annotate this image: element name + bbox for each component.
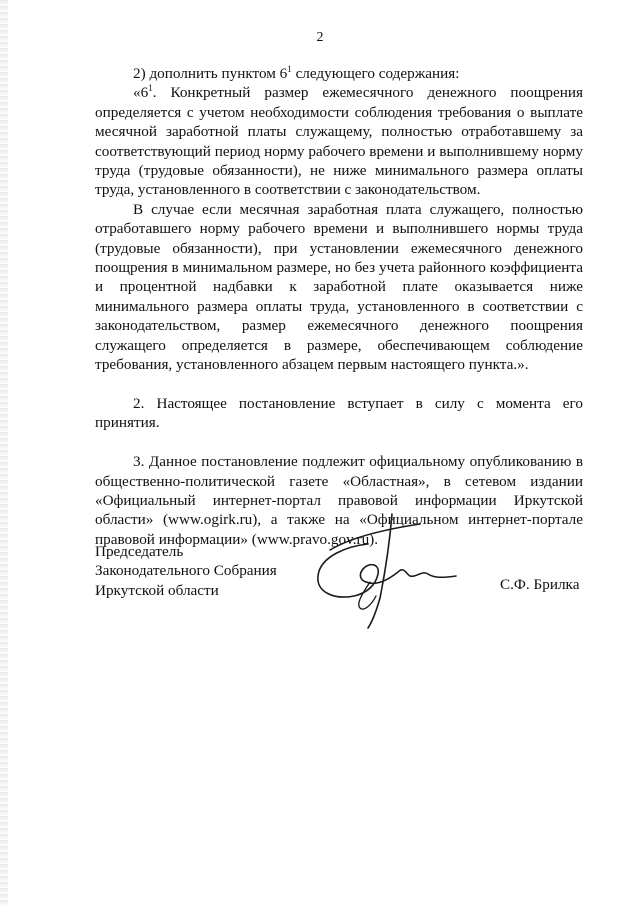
paragraph-publication: 3. Данное постановление подлежит официальному опубликованию в общественно-политической газете «Областная», в сетевом издании «Официальный интернет-портал правовой информации Иркутской области» (www.ogirk.ru), а также на «Официальном интернет-портале правовой информации» (www.pravo.gov.ru). (95, 453, 583, 548)
paragraph-amendment-intro (95, 64, 583, 83)
paragraph-effective-date: 2. Настоящее постановление вступает в силу с момента его принятия. (95, 394, 583, 432)
paragraph-point-6-1 (95, 83, 583, 199)
signatory-title (95, 542, 277, 600)
paragraph-minimum-wage-case: В случае если месячная заработная плата служащего, полностью отработавшего норму рабочего времени и выполнившего нормы труда (трудовые обязанности), при установлении ежемесячного денежного поощрения в минимальном размере, но без учета районного коэффициента и процентной надбавки к заработной плате оказывается ниже минимального размера оплаты труда, установленного в соответствии с законодательством, размер ежемесячного денежного поощрения служащего определяется в размере, обеспечивающем соблюдение требования, установленного абзацем первым настоящего пункта.». (95, 200, 583, 374)
paragraph-text: следующего содержания: (291, 65, 460, 82)
paragraph-text: . Конкретный размер ежемесячного денежного поощрения определяется с учетом необходимости соблюдения требования о выплате месячной заработной платы служащему, полностью отработавшему за соответствующий период норму рабочего времени и выполнившему норму труда (трудовые обязанности), не ниже минимального размера оплаты труда, установленного в соответствии с законодательством. (95, 84, 583, 199)
signatory-title-line: Иркутской области (95, 581, 219, 599)
handwritten-signature (310, 508, 470, 632)
document-body (95, 64, 583, 549)
paragraph-text: «6 (133, 84, 149, 102)
paragraph-text: 2) дополнить пунктом 6 (133, 65, 288, 82)
superscript: 1 (287, 64, 292, 74)
scan-edge (0, 0, 8, 905)
signatory-title-line: Председатель (95, 543, 184, 560)
superscript: 1 (148, 83, 153, 94)
page-number: 2 (316, 30, 324, 45)
signatory-title-line: Законодательного Собрания (95, 562, 277, 580)
signer-name: С.Ф. Брилка (500, 576, 580, 593)
